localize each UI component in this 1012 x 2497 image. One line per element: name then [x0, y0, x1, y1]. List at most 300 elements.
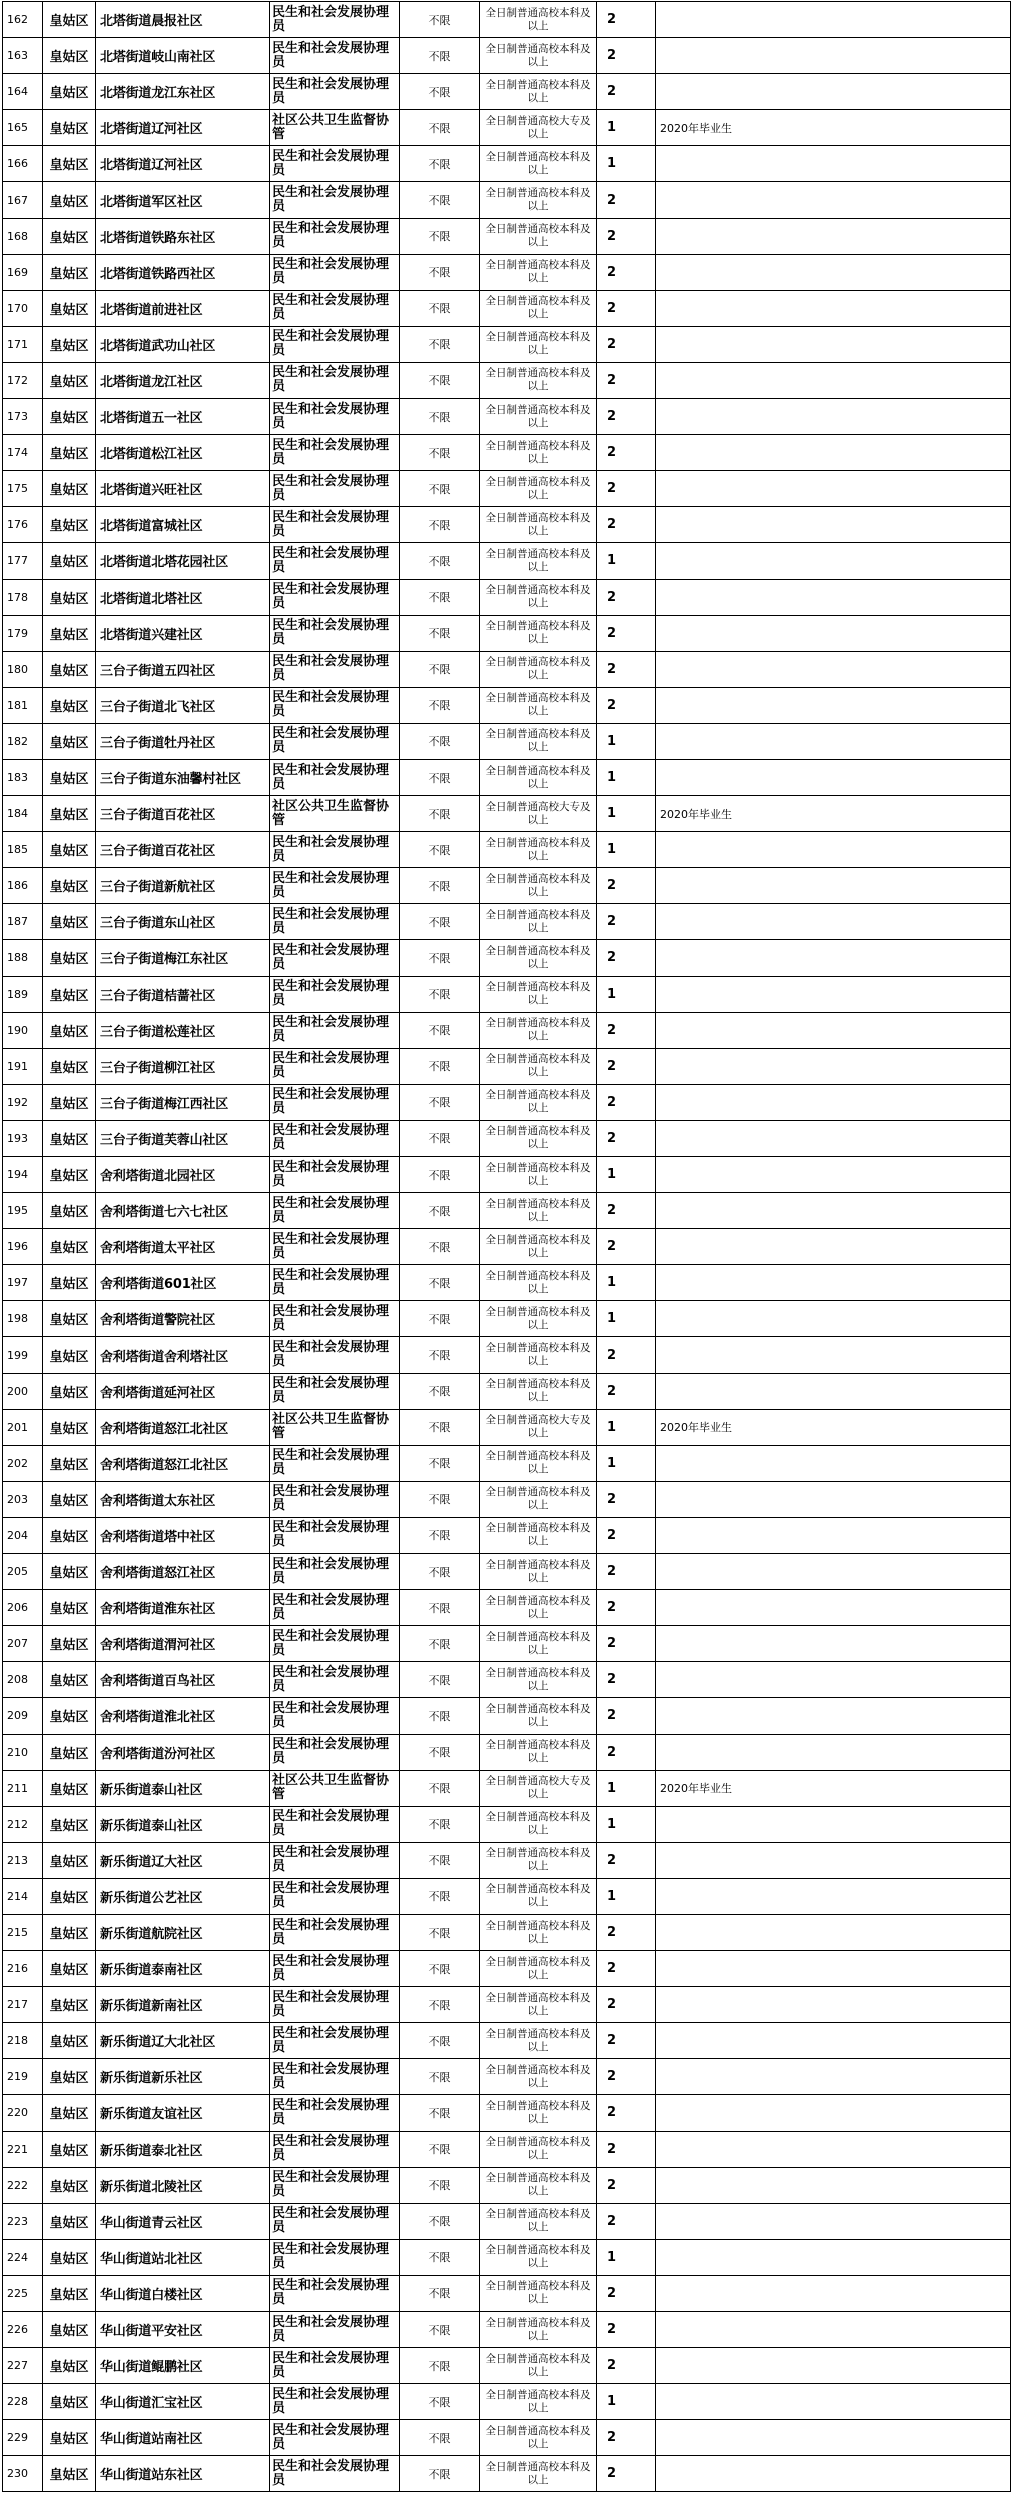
position-cell: 民生和社会发展协理员 — [270, 507, 400, 543]
position-cell: 民生和社会发展协理员 — [270, 2203, 400, 2239]
note-cell — [656, 651, 1011, 687]
row-number: 209 — [3, 1698, 43, 1734]
headcount-cell: 1 — [597, 2239, 656, 2275]
headcount-cell: 1 — [597, 110, 656, 146]
district-cell: 皇姑区 — [43, 1842, 96, 1878]
position-cell: 民生和社会发展协理员 — [270, 1951, 400, 1987]
position-cell: 民生和社会发展协理员 — [270, 1193, 400, 1229]
headcount-cell: 2 — [597, 2456, 656, 2492]
note-cell — [656, 1590, 1011, 1626]
unit-cell: 三台子街道梅江东社区 — [96, 940, 270, 976]
row-number: 168 — [3, 218, 43, 254]
note-cell — [656, 74, 1011, 110]
row-number: 216 — [3, 1951, 43, 1987]
district-cell: 皇姑区 — [43, 904, 96, 940]
row-number: 191 — [3, 1048, 43, 1084]
major-cell: 不限 — [400, 435, 480, 471]
education-cell: 全日制普通高校本科及以上 — [480, 1662, 597, 1698]
headcount-cell: 2 — [597, 1048, 656, 1084]
position-cell: 民生和社会发展协理员 — [270, 2023, 400, 2059]
unit-cell: 华山街道鲲鹏社区 — [96, 2348, 270, 2384]
row-number: 214 — [3, 1878, 43, 1914]
row-number: 222 — [3, 2167, 43, 2203]
note-cell — [656, 1481, 1011, 1517]
major-cell: 不限 — [400, 326, 480, 362]
major-cell: 不限 — [400, 796, 480, 832]
headcount-cell: 2 — [597, 1734, 656, 1770]
table-row — [3, 218, 1011, 254]
position-cell: 民生和社会发展协理员 — [270, 2, 400, 38]
major-cell: 不限 — [400, 1734, 480, 1770]
headcount-cell: 2 — [597, 507, 656, 543]
position-cell: 民生和社会发展协理员 — [270, 579, 400, 615]
major-cell: 不限 — [400, 904, 480, 940]
unit-cell: 舍利塔街道怒江北社区 — [96, 1409, 270, 1445]
note-cell — [656, 435, 1011, 471]
headcount-cell: 1 — [597, 759, 656, 795]
education-cell: 全日制普通高校本科及以上 — [480, 1120, 597, 1156]
unit-cell: 三台子街道百花社区 — [96, 796, 270, 832]
major-cell: 不限 — [400, 1048, 480, 1084]
position-cell: 民生和社会发展协理员 — [270, 2384, 400, 2420]
table-row — [3, 1409, 1011, 1445]
note-cell — [656, 182, 1011, 218]
table-row — [3, 1662, 1011, 1698]
major-cell: 不限 — [400, 868, 480, 904]
note-cell — [656, 543, 1011, 579]
table-row — [3, 1951, 1011, 1987]
note-cell — [656, 471, 1011, 507]
education-cell: 全日制普通高校大专及以上 — [480, 1409, 597, 1445]
education-cell: 全日制普通高校本科及以上 — [480, 1265, 597, 1301]
row-number: 170 — [3, 290, 43, 326]
headcount-cell: 2 — [597, 2167, 656, 2203]
table-row — [3, 1157, 1011, 1193]
table-row — [3, 507, 1011, 543]
district-cell: 皇姑区 — [43, 1878, 96, 1914]
row-number: 189 — [3, 976, 43, 1012]
row-number: 228 — [3, 2384, 43, 2420]
table-row — [3, 1265, 1011, 1301]
unit-cell: 华山街道站南社区 — [96, 2420, 270, 2456]
position-cell: 民生和社会发展协理员 — [270, 326, 400, 362]
row-number: 201 — [3, 1409, 43, 1445]
position-cell: 民生和社会发展协理员 — [270, 687, 400, 723]
table-row — [3, 326, 1011, 362]
major-cell: 不限 — [400, 615, 480, 651]
table-row — [3, 1193, 1011, 1229]
table-row — [3, 2095, 1011, 2131]
unit-cell: 华山街道平安社区 — [96, 2312, 270, 2348]
position-cell: 民生和社会发展协理员 — [270, 1157, 400, 1193]
education-cell: 全日制普通高校本科及以上 — [480, 2312, 597, 2348]
headcount-cell: 2 — [597, 254, 656, 290]
major-cell: 不限 — [400, 1373, 480, 1409]
unit-cell: 三台子街道东山社区 — [96, 904, 270, 940]
education-cell: 全日制普通高校本科及以上 — [480, 2167, 597, 2203]
position-cell: 社区公共卫生监督协管 — [270, 796, 400, 832]
unit-cell: 三台子街道五四社区 — [96, 651, 270, 687]
headcount-cell: 2 — [597, 1698, 656, 1734]
major-cell: 不限 — [400, 218, 480, 254]
major-cell: 不限 — [400, 471, 480, 507]
row-number: 169 — [3, 254, 43, 290]
headcount-cell: 2 — [597, 2312, 656, 2348]
table-row — [3, 940, 1011, 976]
note-cell — [656, 146, 1011, 182]
major-cell: 不限 — [400, 1806, 480, 1842]
row-number: 178 — [3, 579, 43, 615]
district-cell: 皇姑区 — [43, 471, 96, 507]
district-cell: 皇姑区 — [43, 615, 96, 651]
headcount-cell: 2 — [597, 1229, 656, 1265]
major-cell: 不限 — [400, 940, 480, 976]
position-cell: 民生和社会发展协理员 — [270, 1517, 400, 1553]
district-cell: 皇姑区 — [43, 687, 96, 723]
district-cell: 皇姑区 — [43, 218, 96, 254]
major-cell: 不限 — [400, 2456, 480, 2492]
position-cell: 民生和社会发展协理员 — [270, 1265, 400, 1301]
headcount-cell: 1 — [597, 1157, 656, 1193]
education-cell: 全日制普通高校本科及以上 — [480, 2023, 597, 2059]
major-cell: 不限 — [400, 2275, 480, 2311]
table-row — [3, 2312, 1011, 2348]
table-row — [3, 651, 1011, 687]
table-row — [3, 1770, 1011, 1806]
district-cell: 皇姑区 — [43, 2312, 96, 2348]
unit-cell: 舍利塔街道舍利塔社区 — [96, 1337, 270, 1373]
education-cell: 全日制普通高校本科及以上 — [480, 543, 597, 579]
position-cell: 民生和社会发展协理员 — [270, 146, 400, 182]
education-cell: 全日制普通高校本科及以上 — [480, 1590, 597, 1626]
major-cell: 不限 — [400, 362, 480, 398]
note-cell — [656, 579, 1011, 615]
education-cell: 全日制普通高校本科及以上 — [480, 38, 597, 74]
headcount-cell: 1 — [597, 796, 656, 832]
district-cell: 皇姑区 — [43, 579, 96, 615]
district-cell: 皇姑区 — [43, 2203, 96, 2239]
table-row — [3, 38, 1011, 74]
headcount-cell: 2 — [597, 218, 656, 254]
position-cell: 民生和社会发展协理员 — [270, 2420, 400, 2456]
table-row — [3, 2023, 1011, 2059]
position-cell: 民生和社会发展协理员 — [270, 218, 400, 254]
education-cell: 全日制普通高校本科及以上 — [480, 1914, 597, 1950]
major-cell: 不限 — [400, 1878, 480, 1914]
major-cell: 不限 — [400, 1265, 480, 1301]
headcount-cell: 2 — [597, 1662, 656, 1698]
position-cell: 民生和社会发展协理员 — [270, 615, 400, 651]
education-cell: 全日制普通高校本科及以上 — [480, 507, 597, 543]
education-cell: 全日制普通高校本科及以上 — [480, 1806, 597, 1842]
position-cell: 民生和社会发展协理员 — [270, 1012, 400, 1048]
major-cell: 不限 — [400, 1301, 480, 1337]
unit-cell: 北塔街道前进社区 — [96, 290, 270, 326]
row-number: 204 — [3, 1517, 43, 1553]
note-cell — [656, 2059, 1011, 2095]
note-cell — [656, 1084, 1011, 1120]
major-cell: 不限 — [400, 182, 480, 218]
note-cell — [656, 218, 1011, 254]
note-cell: 2020年毕业生 — [656, 796, 1011, 832]
major-cell: 不限 — [400, 543, 480, 579]
unit-cell: 北塔街道龙江东社区 — [96, 74, 270, 110]
row-number: 179 — [3, 615, 43, 651]
major-cell: 不限 — [400, 1409, 480, 1445]
education-cell: 全日制普通高校本科及以上 — [480, 1301, 597, 1337]
table-row — [3, 1012, 1011, 1048]
district-cell: 皇姑区 — [43, 1193, 96, 1229]
unit-cell: 北塔街道铁路西社区 — [96, 254, 270, 290]
row-number: 171 — [3, 326, 43, 362]
headcount-cell: 2 — [597, 1481, 656, 1517]
education-cell: 全日制普通高校本科及以上 — [480, 1481, 597, 1517]
row-number: 164 — [3, 74, 43, 110]
position-cell: 民生和社会发展协理员 — [270, 1987, 400, 2023]
note-cell — [656, 1301, 1011, 1337]
district-cell: 皇姑区 — [43, 1914, 96, 1950]
table-row — [3, 1517, 1011, 1553]
major-cell: 不限 — [400, 2203, 480, 2239]
major-cell: 不限 — [400, 1229, 480, 1265]
education-cell: 全日制普通高校本科及以上 — [480, 1193, 597, 1229]
education-cell: 全日制普通高校本科及以上 — [480, 2239, 597, 2275]
unit-cell: 北塔街道兴旺社区 — [96, 471, 270, 507]
district-cell: 皇姑区 — [43, 2059, 96, 2095]
position-cell: 民生和社会发展协理员 — [270, 471, 400, 507]
headcount-cell: 2 — [597, 904, 656, 940]
table-row — [3, 2420, 1011, 2456]
table-row — [3, 2059, 1011, 2095]
district-cell: 皇姑区 — [43, 543, 96, 579]
education-cell: 全日制普通高校本科及以上 — [480, 1084, 597, 1120]
row-number: 183 — [3, 759, 43, 795]
position-cell: 民生和社会发展协理员 — [270, 2167, 400, 2203]
education-cell: 全日制普通高校本科及以上 — [480, 1734, 597, 1770]
district-cell: 皇姑区 — [43, 507, 96, 543]
headcount-cell: 2 — [597, 38, 656, 74]
headcount-cell: 1 — [597, 2384, 656, 2420]
note-cell — [656, 2348, 1011, 2384]
headcount-cell: 2 — [597, 651, 656, 687]
table-row — [3, 1626, 1011, 1662]
position-cell: 民生和社会发展协理员 — [270, 1229, 400, 1265]
major-cell: 不限 — [400, 2095, 480, 2131]
row-number: 162 — [3, 2, 43, 38]
district-cell: 皇姑区 — [43, 2348, 96, 2384]
education-cell: 全日制普通高校本科及以上 — [480, 2203, 597, 2239]
position-cell: 民生和社会发展协理员 — [270, 1373, 400, 1409]
major-cell: 不限 — [400, 1987, 480, 2023]
table-row — [3, 2348, 1011, 2384]
unit-cell: 北塔街道辽河社区 — [96, 110, 270, 146]
district-cell: 皇姑区 — [43, 110, 96, 146]
education-cell: 全日制普通高校本科及以上 — [480, 904, 597, 940]
district-cell: 皇姑区 — [43, 796, 96, 832]
row-number: 176 — [3, 507, 43, 543]
district-cell: 皇姑区 — [43, 868, 96, 904]
headcount-cell: 1 — [597, 1806, 656, 1842]
education-cell: 全日制普通高校本科及以上 — [480, 2, 597, 38]
major-cell: 不限 — [400, 2420, 480, 2456]
unit-cell: 舍利塔街道渭河社区 — [96, 1626, 270, 1662]
unit-cell: 北塔街道北塔花园社区 — [96, 543, 270, 579]
headcount-cell: 1 — [597, 1770, 656, 1806]
note-cell — [656, 1626, 1011, 1662]
headcount-cell: 1 — [597, 832, 656, 868]
table-row — [3, 615, 1011, 651]
major-cell: 不限 — [400, 74, 480, 110]
district-cell: 皇姑区 — [43, 2023, 96, 2059]
position-cell: 民生和社会发展协理员 — [270, 2456, 400, 2492]
table-row — [3, 1698, 1011, 1734]
headcount-cell: 2 — [597, 2420, 656, 2456]
major-cell: 不限 — [400, 254, 480, 290]
education-cell: 全日制普通高校本科及以上 — [480, 2275, 597, 2311]
position-cell: 民生和社会发展协理员 — [270, 976, 400, 1012]
row-number: 213 — [3, 1842, 43, 1878]
district-cell: 皇姑区 — [43, 290, 96, 326]
unit-cell: 北塔街道兴建社区 — [96, 615, 270, 651]
unit-cell: 三台子街道松莲社区 — [96, 1012, 270, 1048]
major-cell: 不限 — [400, 110, 480, 146]
major-cell: 不限 — [400, 1914, 480, 1950]
education-cell: 全日制普通高校本科及以上 — [480, 1012, 597, 1048]
position-cell: 民生和社会发展协理员 — [270, 868, 400, 904]
district-cell: 皇姑区 — [43, 435, 96, 471]
education-cell: 全日制普通高校本科及以上 — [480, 146, 597, 182]
row-number: 220 — [3, 2095, 43, 2131]
note-cell — [656, 1048, 1011, 1084]
row-number: 173 — [3, 399, 43, 435]
table-row — [3, 1120, 1011, 1156]
unit-cell: 舍利塔街道怒江北社区 — [96, 1445, 270, 1481]
headcount-cell: 2 — [597, 74, 656, 110]
education-cell: 全日制普通高校大专及以上 — [480, 796, 597, 832]
unit-cell: 北塔街道辽河社区 — [96, 146, 270, 182]
headcount-cell: 1 — [597, 723, 656, 759]
table-row — [3, 1806, 1011, 1842]
table-row — [3, 579, 1011, 615]
district-cell: 皇姑区 — [43, 1698, 96, 1734]
note-cell — [656, 976, 1011, 1012]
education-cell: 全日制普通高校本科及以上 — [480, 579, 597, 615]
headcount-cell: 2 — [597, 2131, 656, 2167]
note-cell — [656, 2275, 1011, 2311]
headcount-cell: 2 — [597, 1193, 656, 1229]
headcount-cell: 2 — [597, 1626, 656, 1662]
position-cell: 民生和社会发展协理员 — [270, 1554, 400, 1590]
major-cell: 不限 — [400, 2023, 480, 2059]
unit-cell: 新乐街道泰山社区 — [96, 1770, 270, 1806]
table-row — [3, 1084, 1011, 1120]
district-cell: 皇姑区 — [43, 1301, 96, 1337]
note-cell: 2020年毕业生 — [656, 1770, 1011, 1806]
major-cell: 不限 — [400, 38, 480, 74]
headcount-cell: 2 — [597, 1554, 656, 1590]
education-cell: 全日制普通高校本科及以上 — [480, 2384, 597, 2420]
table-body — [3, 2, 1011, 2492]
major-cell: 不限 — [400, 1590, 480, 1626]
table-row — [3, 2384, 1011, 2420]
headcount-cell: 2 — [597, 2203, 656, 2239]
education-cell: 全日制普通高校本科及以上 — [480, 651, 597, 687]
unit-cell: 舍利塔街道百鸟社区 — [96, 1662, 270, 1698]
unit-cell: 舍利塔街道警院社区 — [96, 1301, 270, 1337]
unit-cell: 三台子街道东油馨村社区 — [96, 759, 270, 795]
education-cell: 全日制普通高校本科及以上 — [480, 326, 597, 362]
row-number: 174 — [3, 435, 43, 471]
table-row — [3, 1914, 1011, 1950]
headcount-cell: 1 — [597, 1878, 656, 1914]
note-cell — [656, 1806, 1011, 1842]
position-cell: 民生和社会发展协理员 — [270, 1842, 400, 1878]
headcount-cell: 2 — [597, 326, 656, 362]
row-number: 194 — [3, 1157, 43, 1193]
unit-cell: 舍利塔街道延河社区 — [96, 1373, 270, 1409]
unit-cell: 新乐街道新南社区 — [96, 1987, 270, 2023]
district-cell: 皇姑区 — [43, 1337, 96, 1373]
row-number: 187 — [3, 904, 43, 940]
major-cell: 不限 — [400, 2239, 480, 2275]
headcount-cell: 2 — [597, 940, 656, 976]
row-number: 186 — [3, 868, 43, 904]
position-cell: 民生和社会发展协理员 — [270, 1626, 400, 1662]
major-cell: 不限 — [400, 1554, 480, 1590]
position-cell: 民生和社会发展协理员 — [270, 254, 400, 290]
position-cell: 民生和社会发展协理员 — [270, 940, 400, 976]
unit-cell: 新乐街道公艺社区 — [96, 1878, 270, 1914]
recruitment-table — [2, 1, 1011, 2492]
note-cell — [656, 1337, 1011, 1373]
table-row — [3, 435, 1011, 471]
note-cell — [656, 2095, 1011, 2131]
major-cell: 不限 — [400, 290, 480, 326]
table-row — [3, 362, 1011, 398]
note-cell — [656, 2203, 1011, 2239]
education-cell: 全日制普通高校本科及以上 — [480, 2095, 597, 2131]
table-row — [3, 1048, 1011, 1084]
district-cell: 皇姑区 — [43, 399, 96, 435]
table-row — [3, 1373, 1011, 1409]
major-cell: 不限 — [400, 651, 480, 687]
district-cell: 皇姑区 — [43, 1409, 96, 1445]
major-cell: 不限 — [400, 2131, 480, 2167]
education-cell: 全日制普通高校本科及以上 — [480, 1987, 597, 2023]
row-number: 207 — [3, 1626, 43, 1662]
row-number: 192 — [3, 1084, 43, 1120]
table-row — [3, 687, 1011, 723]
position-cell: 社区公共卫生监督协管 — [270, 110, 400, 146]
headcount-cell: 1 — [597, 543, 656, 579]
major-cell: 不限 — [400, 1193, 480, 1229]
note-cell — [656, 2384, 1011, 2420]
position-cell: 民生和社会发展协理员 — [270, 1445, 400, 1481]
district-cell: 皇姑区 — [43, 74, 96, 110]
major-cell: 不限 — [400, 1626, 480, 1662]
position-cell: 民生和社会发展协理员 — [270, 290, 400, 326]
district-cell: 皇姑区 — [43, 1517, 96, 1553]
major-cell: 不限 — [400, 399, 480, 435]
education-cell: 全日制普通高校本科及以上 — [480, 759, 597, 795]
note-cell — [656, 2, 1011, 38]
note-cell — [656, 904, 1011, 940]
unit-cell: 舍利塔街道塔中社区 — [96, 1517, 270, 1553]
table-row — [3, 471, 1011, 507]
row-number: 203 — [3, 1481, 43, 1517]
note-cell — [656, 1193, 1011, 1229]
headcount-cell: 2 — [597, 1337, 656, 1373]
